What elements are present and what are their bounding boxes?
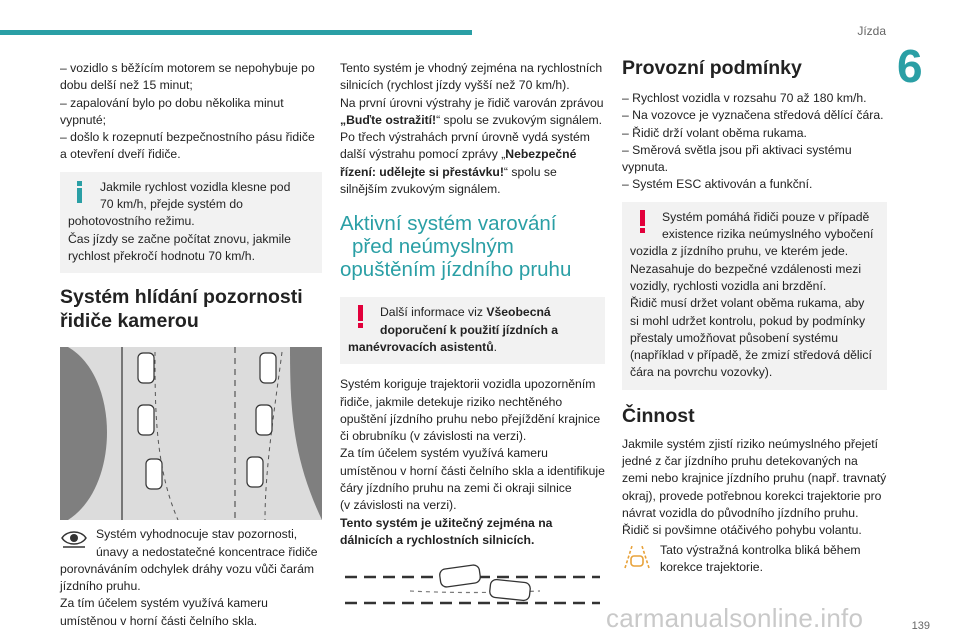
camera-description: Systém vyhodnocuje stav pozornosti, únavy a nedostatečné koncentrace řidiče <box>60 526 322 561</box>
warning-note-reference: Další informace viz Všeobecná doporučení k použití jízdních a manévrovacích asistentů. <box>340 297 605 364</box>
chapter-number: 6 <box>897 40 923 92</box>
column-1: – vozidlo s běžícím motorem se nepohybuje po dobu delší než 15 minut; – zapalování bylo po dobu několika minut vypnuté; – došlo k rozepnutí bezpečnostního pásu řidiče a otevření dveří řidiče. Jakmile rychlost vozidla klesne pod 70 km/h, přejde systém do pohotovostního režimu. Čas jízdy se začne počítat znovu, jakmile rychlost překročí hodnotu 70 km/h. Systém hlídání pozornosti řidiče kamerou Systém vyhodnocuje stav pozornosti, únavy a nedostatečné koncentrace řidiče porovnáváním odchylek dráhy vozu vůči čarám jízdního pruhu. Za tím účelem systém využívá kameru umístěnou v horní části čelního skla. <box>60 60 322 630</box>
warning-icon <box>630 209 654 233</box>
warning-message-2a: Nebezpečné <box>505 147 577 162</box>
warning-message-1: „Buďte ostražití! <box>340 112 437 127</box>
warning-message-2b: řízení: udělejte si přestávku! <box>340 164 504 179</box>
intro-text: – vozidlo s běžícím motorem se nepohybuje po dobu delší než 15 minut; – zapalování bylo po dobu několika minut vypnuté; – došlo k rozepnutí bezpečnostního pásu řidiče a otevření dveří řidiče. <box>60 61 315 162</box>
section-title: Jízda <box>857 24 886 38</box>
column-2: Tento systém je vhodný zejména na rychlostních silnicích (rychlost jízdy vyšší než 70 km/h). Na první úrovni výstrahy je řidič varován zprávou „Buďte ostražití!“ spolu se zvukovým signálem. Po třech výstrahách první úrovně vydá systém další výstrahu pomocí zprávy „Nebezpečné řízení: udělejte si přestávku!“ spolu se silnějším zvukovým signálem. Aktivní systém varování před neúmyslným opuštěním jízdního pruhu Další informace viz Všeobecná doporučení k použití jízdních a manévrovacích asistentů. Systém koriguje trajektorii vozidla upozorněním řidiče, jakmile detekuje riziko nechtěného opuštění jízdního pruhu nebo přejíždění krajnice či obrubníku (v závislosti na verzi). Za tím účelem systém využívá kameru umístěnou v horní části čelního skla a identifikuje čáry jízdního pruhu na zemi či okraji silnice (v závislosti na verzi). Tento systém je užitečný zejména na dálnicích a rychlostních silnicích. <box>340 60 605 623</box>
lane-illustration <box>60 347 322 520</box>
section-heading-activity: Činnost <box>622 404 695 427</box>
info-note: Jakmile rychlost vozidla klesne pod 70 km/h, přejde systém do pohotovostního režimu. Čas jízdy se začne počítat znovu, jakmile rychlost překročí hodnotu 70 km/h. <box>60 172 322 273</box>
car-icon <box>439 565 531 602</box>
section-heading-conditions: Provozní podmínky <box>622 57 802 79</box>
warning-note-limits: Systém pomáhá řidiči pouze v případě existence rizika neúmyslného vybočení vozidla z jízdního pruhu, ve kterém jede. Nezasahuje do bezpečné vzdálenosti mezi vozidly, rychlosti vozidla ani brzdění. Řidič musí držet volant oběma rukama, aby si mohl udržet kontrolu, pokud by podmínky přestaly umožňovat působení systému (například v případě, že zmizí středová dělicí čára na povrchu vozovky). <box>622 202 887 390</box>
lane-drift-diagram <box>60 347 322 520</box>
page-number: 139 <box>911 620 930 632</box>
section-heading-attention: Systém hlídání pozornosti řidiče kamerou <box>60 286 303 333</box>
watermark: carmanualsonline.info <box>606 603 864 633</box>
warning-icon <box>348 304 372 328</box>
info-icon <box>68 179 92 203</box>
warning-lamp-description: Tato výstražná kontrolka bliká během korekce trajektorie. <box>622 542 887 577</box>
lane-correction-illustration <box>340 563 605 623</box>
column-3: Provozní podmínky – Rychlost vozidla v rozsahu 70 až 180 km/h. – Na vozovce je vyznačena středová dělící čára. – Řidič drží volant oběma rukama. – Směrová světla jsou při aktivaci systému vypnuta. – Systém ESC aktivován a funkční. Systém pomáhá řidiči pouze v případě existence rizika neúmyslného vybočení vozidla z jízdního pruhu, ve kterém jede. Nezasahuje do bezpečné vzdálenosti mezi vozidly, rychlosti vozidla ani brzdění. Řidič musí držet volant oběma rukama, aby si mohl udržet kontrolu, pokud by podmínky přestaly umožňovat působení systému (například v případě, že zmizí středová dělicí čára na povrchu vozovky). Činnost Jakmile systém zjistí riziko neúmyslného přejetí jedné z čar jízdního pruhu detekovaných na zemi nebo krajnice jízdního pruhu (např. travnatý okraj), provede potřebnou korekci trajektorie pro návrat vozidla do původního jízdního pruhu. Řidič si povšimne otáčivého pohybu volantu. Tato výstražná kontrolka bliká během korekce trajektorie. <box>622 60 887 576</box>
section-heading-lane-keeping: Aktivní systém varování před neúmyslným opuštěním jízdního pruhu <box>340 212 572 282</box>
lane-correction-diagram <box>340 563 605 623</box>
header-accent-bar <box>0 30 472 35</box>
driver-attention-icon <box>60 526 88 550</box>
lane-warning-lamp-icon <box>622 542 652 572</box>
